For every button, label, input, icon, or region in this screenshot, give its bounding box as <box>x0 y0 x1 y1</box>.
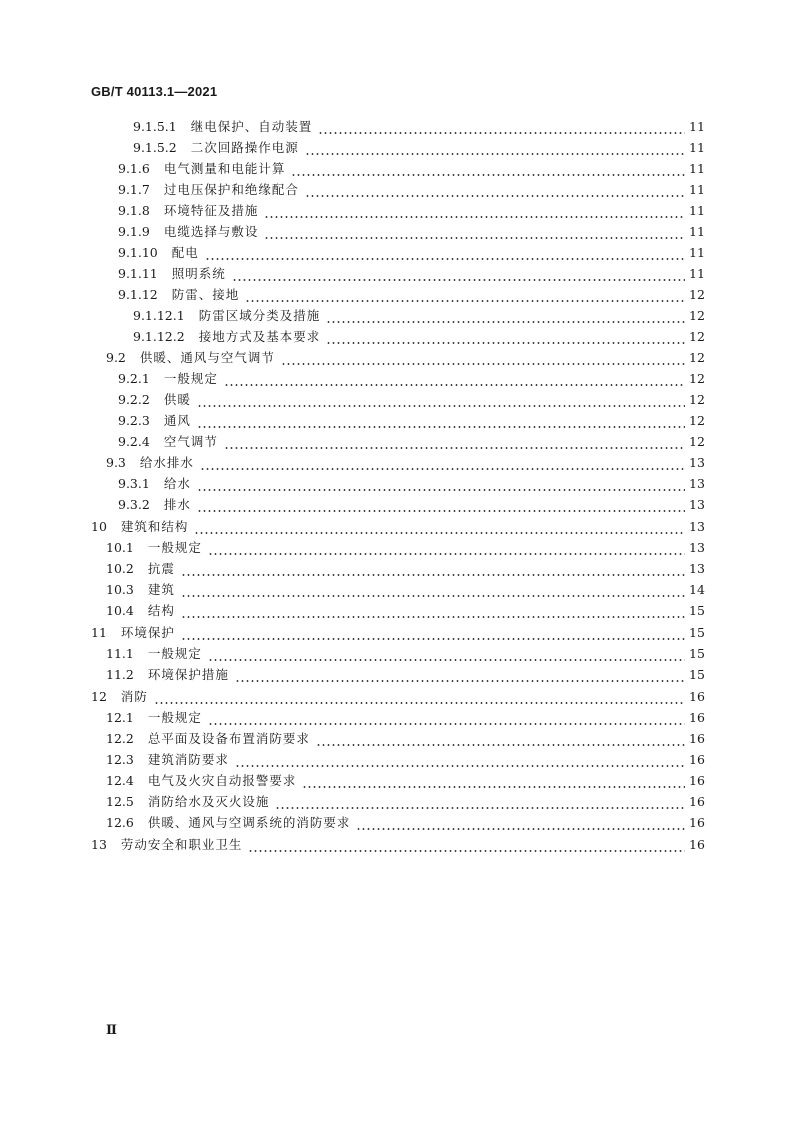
toc-entry-number: 13 <box>91 837 107 852</box>
toc-entry[interactable] <box>118 264 703 284</box>
toc-entry-page: 13 <box>689 561 705 576</box>
toc-entry-page: 11 <box>689 203 705 218</box>
toc-entry-number: 12 <box>91 689 107 704</box>
toc-entry-number: 12.4 <box>106 773 134 788</box>
toc-entry-number: 12.1 <box>106 710 134 725</box>
toc-entry-page: 16 <box>689 773 705 788</box>
toc-entry-page: 12 <box>689 413 705 428</box>
toc-entry[interactable] <box>118 411 703 431</box>
dot-leader <box>194 517 685 537</box>
toc-entry-number: 9.1.8 <box>118 203 150 218</box>
dot-leader <box>154 687 685 707</box>
toc-entry[interactable] <box>133 327 703 347</box>
toc-entry-number: 9.3 <box>106 455 126 470</box>
toc-entry[interactable] <box>106 792 703 812</box>
toc-entry[interactable] <box>133 306 703 326</box>
toc-entry-title: 供暖、通风与空气调节 <box>139 350 275 365</box>
toc-entry-page: 15 <box>689 603 705 618</box>
toc-entry-page: 11 <box>689 119 705 134</box>
dot-leader <box>181 580 685 600</box>
dot-leader <box>205 243 685 263</box>
dot-leader <box>235 665 685 685</box>
toc-entry-page: 16 <box>689 794 705 809</box>
toc-entry-title: 总平面及设备布置消防要求 <box>147 731 310 746</box>
dot-leader <box>208 644 685 664</box>
toc-entry[interactable] <box>118 159 703 179</box>
toc-entry-title: 一般规定 <box>163 371 218 386</box>
toc-entry-page: 12 <box>689 287 705 302</box>
toc-entry-number: 9.1.6 <box>118 161 150 176</box>
dot-leader <box>181 601 685 621</box>
dot-leader <box>224 369 685 389</box>
toc-entry-title: 环境特征及措施 <box>163 203 259 218</box>
toc-entry-title: 给水排水 <box>139 455 194 470</box>
toc-entry[interactable] <box>118 201 703 221</box>
dot-leader <box>224 432 685 452</box>
toc-entry-title: 二次回路操作电源 <box>190 140 299 155</box>
toc-entry-title: 结构 <box>147 603 175 618</box>
dot-leader <box>326 327 685 347</box>
toc-entry-page: 13 <box>689 476 705 491</box>
dot-leader <box>181 623 685 643</box>
page-number: Ⅱ <box>106 1023 117 1038</box>
toc-entry-title: 过电压保护和绝缘配合 <box>163 182 299 197</box>
toc-entry-title: 给水 <box>163 476 191 491</box>
toc-entry-number: 12.5 <box>106 794 134 809</box>
dot-leader <box>248 835 685 855</box>
toc-entry[interactable] <box>118 243 703 263</box>
document-id-header: GB/T 40113.1—2021 <box>91 84 218 99</box>
toc-entry-title: 建筑 <box>147 582 175 597</box>
toc-entry[interactable] <box>118 285 703 305</box>
toc-entry-page: 15 <box>689 646 705 661</box>
toc-entry-page: 11 <box>689 266 705 281</box>
toc-entry-page: 13 <box>689 455 705 470</box>
toc-entry-page: 11 <box>689 140 705 155</box>
toc-entry-number: 9.2.2 <box>118 392 150 407</box>
toc-entry[interactable] <box>106 665 703 685</box>
toc-entry[interactable] <box>118 474 703 494</box>
toc-entry-page: 11 <box>689 161 705 176</box>
dot-leader <box>305 180 685 200</box>
toc-entry[interactable] <box>106 559 703 579</box>
toc-entry[interactable] <box>106 750 703 770</box>
dot-leader <box>264 222 685 242</box>
toc-entry[interactable] <box>106 580 703 600</box>
toc-entry-page: 16 <box>689 815 705 830</box>
dot-leader <box>275 792 685 812</box>
dot-leader <box>291 159 685 179</box>
toc-entry[interactable] <box>118 180 703 200</box>
toc-entry[interactable] <box>106 644 703 664</box>
toc-entry[interactable] <box>91 835 703 855</box>
toc-entry[interactable] <box>106 708 703 728</box>
toc-entry-page: 11 <box>689 245 705 260</box>
toc-entry-page: 12 <box>689 392 705 407</box>
toc-entry-title: 配电 <box>171 245 199 260</box>
toc-entry-page: 11 <box>689 224 705 239</box>
toc-entry-title: 电气测量和电能计算 <box>163 161 286 176</box>
toc-entry-number: 9.1.5.2 <box>133 140 177 155</box>
toc-entry-title: 继电保护、自动装置 <box>190 119 313 134</box>
toc-entry-number: 12.3 <box>106 752 134 767</box>
toc-entry-page: 12 <box>689 329 705 344</box>
dot-leader <box>197 390 685 410</box>
toc-entry[interactable] <box>91 517 703 537</box>
toc-entry-number: 10.1 <box>106 540 134 555</box>
toc-entry[interactable] <box>91 623 703 643</box>
dot-leader <box>318 117 685 137</box>
dot-leader <box>197 411 685 431</box>
toc-entry-page: 14 <box>689 582 705 597</box>
toc-entry-number: 11.2 <box>106 667 134 682</box>
toc-entry-page: 13 <box>689 497 705 512</box>
toc-entry-title: 供暖、通风与空调系统的消防要求 <box>147 815 351 830</box>
toc-entry-number: 10 <box>91 519 107 534</box>
toc-entry-title: 劳动安全和职业卫生 <box>120 837 243 852</box>
toc-entry[interactable] <box>133 138 703 158</box>
dot-leader <box>326 306 685 326</box>
toc-entry-page: 12 <box>689 308 705 323</box>
toc-entry-page: 16 <box>689 710 705 725</box>
dot-leader <box>235 750 685 770</box>
toc-entry-number: 9.1.10 <box>118 245 158 260</box>
toc-entry-number: 12.2 <box>106 731 134 746</box>
toc-entry-number: 10.2 <box>106 561 134 576</box>
dot-leader <box>245 285 685 305</box>
dot-leader <box>208 708 685 728</box>
toc-entry-number: 9.3.1 <box>118 476 150 491</box>
toc-entry-number: 9.1.11 <box>118 266 158 281</box>
toc-entry-title: 防雷区域分类及措施 <box>198 308 321 323</box>
dot-leader <box>305 138 685 158</box>
toc-entry[interactable] <box>106 813 703 833</box>
toc-entry-number: 12.6 <box>106 815 134 830</box>
toc-entry-number: 9.2 <box>106 350 126 365</box>
toc-entry[interactable] <box>106 601 703 621</box>
toc-entry[interactable] <box>118 390 703 410</box>
toc-entry-page: 16 <box>689 731 705 746</box>
toc-entry-page: 16 <box>689 752 705 767</box>
toc-entry[interactable] <box>133 117 703 137</box>
toc-entry-title: 一般规定 <box>147 646 202 661</box>
dot-leader <box>316 729 685 749</box>
toc-entry-page: 13 <box>689 540 705 555</box>
toc-entry[interactable] <box>106 348 703 368</box>
toc-entry-title: 环境保护 <box>120 625 175 640</box>
toc-entry-number: 9.1.5.1 <box>133 119 177 134</box>
dot-leader <box>208 538 685 558</box>
toc-entry-number: 11.1 <box>106 646 134 661</box>
toc-entry-title: 通风 <box>163 413 191 428</box>
toc-entry-number: 9.1.9 <box>118 224 150 239</box>
toc-entry[interactable] <box>106 453 703 473</box>
dot-leader <box>264 201 685 221</box>
dot-leader <box>302 771 685 791</box>
toc-entry-title: 电缆选择与敷设 <box>163 224 259 239</box>
toc-entry-number: 9.1.12.2 <box>133 329 185 344</box>
toc-entry[interactable] <box>106 538 703 558</box>
toc-entry[interactable] <box>106 771 703 791</box>
toc-entry-title: 电气及火灾自动报警要求 <box>147 773 297 788</box>
toc-entry-title: 消防给水及灭火设施 <box>147 794 270 809</box>
toc-entry-title: 防雷、接地 <box>171 287 240 302</box>
toc-entry-title: 接地方式及基本要求 <box>198 329 321 344</box>
toc-entry[interactable] <box>91 687 703 707</box>
dot-leader <box>200 453 685 473</box>
toc-entry-number: 9.1.12 <box>118 287 158 302</box>
toc-entry-page: 12 <box>689 350 705 365</box>
toc-entry-title: 抗震 <box>147 561 175 576</box>
toc-entry-title: 环境保护措施 <box>147 667 229 682</box>
toc-entry-page: 12 <box>689 434 705 449</box>
dot-leader <box>356 813 685 833</box>
toc-entry-page: 16 <box>689 837 705 852</box>
toc-entry-page: 11 <box>689 182 705 197</box>
toc-entry-number: 9.3.2 <box>118 497 150 512</box>
toc-entry-title: 空气调节 <box>163 434 218 449</box>
toc-entry-page: 15 <box>689 625 705 640</box>
toc-entry-page: 16 <box>689 689 705 704</box>
toc-entry-number: 9.2.4 <box>118 434 150 449</box>
dot-leader <box>281 348 685 368</box>
toc-entry-page: 12 <box>689 371 705 386</box>
toc-entry-title: 一般规定 <box>147 540 202 555</box>
toc-entry-title: 一般规定 <box>147 710 202 725</box>
dot-leader <box>197 495 685 515</box>
toc-entry-number: 9.1.12.1 <box>133 308 185 323</box>
toc-entry-title: 建筑和结构 <box>120 519 189 534</box>
toc-entry-title: 建筑消防要求 <box>147 752 229 767</box>
toc-entry-number: 9.1.7 <box>118 182 150 197</box>
toc-entry[interactable] <box>106 729 703 749</box>
toc-entry-number: 9.2.3 <box>118 413 150 428</box>
toc-entry-page: 15 <box>689 667 705 682</box>
toc-entry[interactable] <box>118 432 703 452</box>
toc-entry-number: 10.4 <box>106 603 134 618</box>
toc-entry[interactable] <box>118 495 703 515</box>
toc-entry[interactable] <box>118 222 703 242</box>
toc-entry-title: 供暖 <box>163 392 191 407</box>
toc-entry-title: 消防 <box>120 689 148 704</box>
toc-entry-title: 照明系统 <box>171 266 226 281</box>
dot-leader <box>181 559 685 579</box>
dot-leader <box>232 264 685 284</box>
toc-entry-page: 13 <box>689 519 705 534</box>
toc-entry[interactable] <box>118 369 703 389</box>
toc-entry-number: 11 <box>91 625 107 640</box>
toc-entry-number: 10.3 <box>106 582 134 597</box>
dot-leader <box>197 474 685 494</box>
toc-entry-number: 9.2.1 <box>118 371 150 386</box>
toc-entry-title: 排水 <box>163 497 191 512</box>
